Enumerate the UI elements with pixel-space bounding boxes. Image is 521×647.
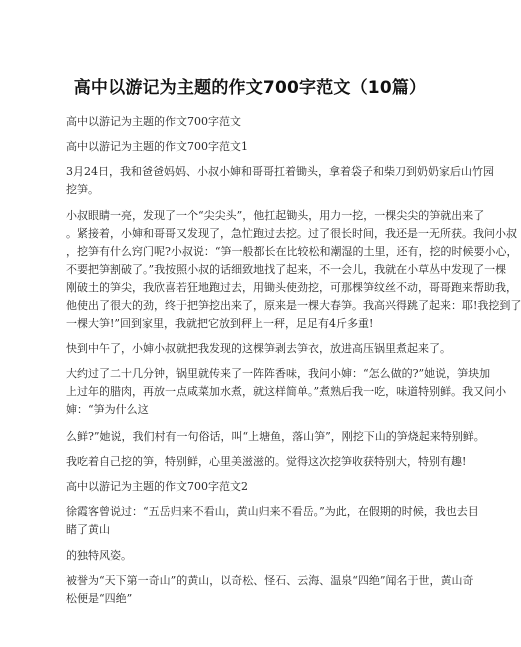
paragraph-body bbox=[66, 340, 451, 358]
text-line: 快到中午了，小婶小叔就把我发现的这棵笋剥去笋衣，放进高压锅里煮起来了。 bbox=[66, 342, 451, 355]
text-line: 松便是“四绝” bbox=[66, 592, 133, 605]
text-line: 我吃着自己挖的笋，特别鲜，心里美滋滋的。觉得这次挖笋收获特别大，特别有趣! bbox=[66, 455, 467, 468]
text-line: 的独特风姿。 bbox=[66, 549, 132, 562]
paragraph-body bbox=[66, 163, 494, 199]
text-line: 小叔眼睛一亮，发现了一个“尖尖头”，他扛起锄头，用力一挖，一棵尖尖的笋就出来了 bbox=[66, 209, 485, 222]
text-line: 高中以游记为主题的作文700字范文 bbox=[66, 115, 241, 128]
paragraph-body bbox=[66, 572, 474, 608]
paragraph-body bbox=[66, 428, 485, 446]
paragraph-body bbox=[66, 547, 436, 565]
text-line: 么鲜?”她说，我们村有一句俗话，叫“上塘鱼，落山笋”，刚挖下山的笋烧起来特别鲜。 bbox=[66, 430, 485, 443]
text-line: 婶：“笋为什么这 bbox=[66, 403, 149, 416]
text-line: 一棵大笋!”回到家里，我就把它放到秤上一秤，足足有4斤多重! bbox=[66, 317, 374, 330]
paragraph-subtitle bbox=[66, 113, 436, 131]
text-line: 3月24日，我和爸爸妈妈、小叔小婶和哥哥扛着锄头，拿着袋子和柴刀到奶奶家后山竹园 bbox=[66, 165, 494, 178]
text-line: 上过年的腊肉，再放一点咸菜加水煮，就这样简单。”煮熟后我一吃，味道特别鲜。我又问小 bbox=[66, 385, 507, 398]
text-line: 他使出了很大的劲，终于把笋挖出来了，原来是一棵大春笋。我高兴得跳了起来：耶!我挖到了 bbox=[66, 299, 521, 312]
paragraph-heading-1 bbox=[66, 138, 436, 156]
text-line: 高中以游记为主题的作文700字范文2 bbox=[66, 480, 248, 493]
paragraph-body bbox=[66, 503, 479, 539]
document-title: 高中以游记为主题的作文700字范文（10篇） bbox=[73, 78, 427, 98]
text-line: 。紧接着，小婶和哥哥又发现了，急忙跑过去挖。过了很长时间，我还是一无所获。我问小叔 bbox=[66, 227, 517, 240]
text-line: 不要把笋割破了。”我按照小叔的话细致地找了起来，不一会儿，我就在小草丛中发现了一棵 bbox=[66, 263, 507, 276]
text-line: 睹了黄山 bbox=[66, 523, 110, 536]
paragraph-heading-2 bbox=[66, 478, 436, 496]
paragraph-body bbox=[66, 453, 467, 471]
text-line: 大约过了二十几分钟，锅里就传来了一阵阵香味，我问小婶：“怎么做的?”她说，笋块加 bbox=[66, 367, 491, 380]
paragraph-body bbox=[66, 207, 521, 333]
text-line: 高中以游记为主题的作文700字范文1 bbox=[66, 140, 248, 153]
text-line: ，挖笋有什么窍门呢?小叔说：“笋一般都长在比较松和潮湿的土里，还有，挖的时候要小心， bbox=[66, 245, 518, 258]
text-line: 挖笋。 bbox=[66, 183, 99, 196]
paragraph-body bbox=[66, 365, 507, 419]
text-line: 徐霞客曾说过：“五岳归来不看山，黄山归来不看岳。”为此，在假期的时候，我也去目 bbox=[66, 505, 479, 518]
text-line: 被誉为“天下第一奇山”的黄山，以奇松、怪石、云海、温泉“四绝”闻名于世，黄山奇 bbox=[66, 574, 474, 587]
text-line: 刚破土的笋尖，我欣喜若狂地跑过去，用锄头使劲挖，可那棵笋纹丝不动，哥哥跑来帮助我， bbox=[66, 281, 517, 294]
